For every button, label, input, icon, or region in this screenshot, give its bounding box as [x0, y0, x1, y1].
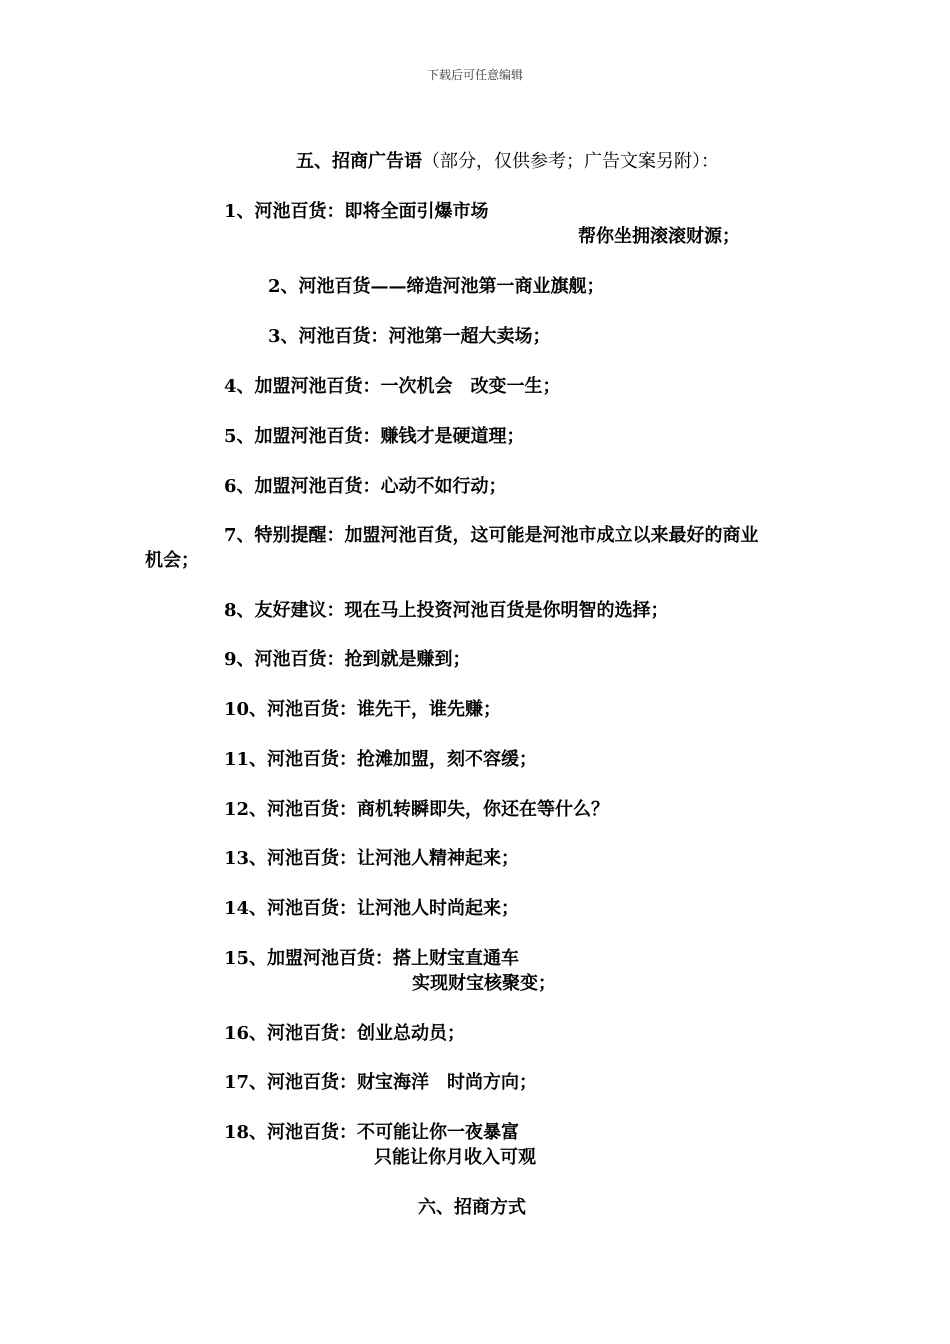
slogan-8: 8、友好建议：现在马上投资河池百货是你明智的选择；: [224, 600, 669, 621]
slogan-15: 15、加盟河池百货：搭上财宝直通车: [224, 948, 520, 969]
slogan-12: 12、河池百货：商机转瞬即失，你还在等什么？: [224, 799, 610, 820]
slogan-1: 1、河池百货：即将全面引爆市场: [224, 201, 489, 222]
slogan-6: 6、加盟河池百货：心动不如行动；: [224, 476, 507, 497]
slogan-18: 18、河池百货：不可能让你一夜暴富: [224, 1122, 520, 1143]
section-5-title-main: 五、招商广告语: [296, 151, 422, 172]
slogan-5: 5、加盟河池百货：赚钱才是硬道理；: [224, 426, 525, 447]
section-5-title: [296, 150, 719, 174]
slogan-9: 9、河池百货：抢到就是赚到；: [224, 649, 471, 670]
slogan-7: 7、特别提醒：加盟河池百货，这可能是河池市成立以来最好的商业: [224, 525, 759, 546]
header-note: 下载后可任意编辑: [426, 68, 523, 82]
slogan-10: 10、河池百货：谁先干，谁先赚；: [224, 699, 502, 720]
slogan-17: 17、河池百货：财宝海洋 时尚方向；: [224, 1072, 538, 1093]
section-6-title: 六、招商方式: [418, 1197, 526, 1218]
slogan-16: 16、河池百货：创业总动员；: [224, 1023, 466, 1044]
slogan-14: 14、河池百货：让河池人时尚起来；: [224, 898, 520, 919]
slogan-3: 3、河池百货：河池第一超大卖场；: [268, 326, 551, 347]
slogan-15-continued: 实现财宝核聚变；: [412, 973, 556, 994]
slogan-7-continued: 机会；: [145, 550, 199, 571]
slogan-18-continued: 只能让你月收入可观: [374, 1147, 536, 1168]
slogan-4: 4、加盟河池百货：一次机会 改变一生；: [224, 376, 561, 397]
slogan-11: 11、河池百货：抢滩加盟，刻不容缓；: [224, 749, 538, 770]
slogan-2: 2、河池百货——缔造河池第一商业旗舰；: [268, 276, 605, 297]
slogan-1-continued: 帮你坐拥滚滚财源；: [578, 226, 740, 247]
section-5-title-note: （部分，仅供参考；广告文案另附）：: [422, 151, 719, 172]
slogan-13: 13、河池百货：让河池人精神起来；: [224, 848, 520, 869]
